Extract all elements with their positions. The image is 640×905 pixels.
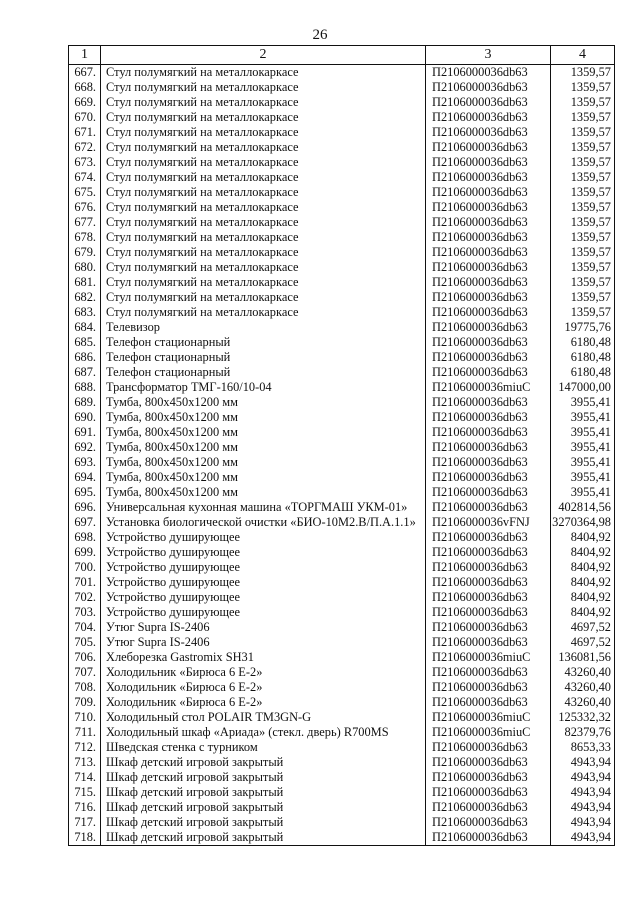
item-code: П2106000036db63 (426, 185, 551, 200)
item-value: 125332,32 (551, 710, 615, 725)
item-code: П2106000036db63 (426, 440, 551, 455)
row-number: 678. (69, 230, 101, 245)
item-value: 4943,94 (551, 755, 615, 770)
item-value: 4943,94 (551, 785, 615, 800)
row-number: 707. (69, 665, 101, 680)
table-row (69, 230, 615, 245)
item-value: 8404,92 (551, 560, 615, 575)
row-number: 696. (69, 500, 101, 515)
item-value: 1359,57 (551, 305, 615, 320)
table-row (69, 635, 615, 650)
item-value: 1359,57 (551, 290, 615, 305)
row-number: 713. (69, 755, 101, 770)
row-number: 708. (69, 680, 101, 695)
item-code: П2106000036db63 (426, 680, 551, 695)
item-code: П2106000036db63 (426, 755, 551, 770)
item-code: П2106000036db63 (426, 365, 551, 380)
table-row (69, 530, 615, 545)
table-row (69, 575, 615, 590)
row-number: 702. (69, 590, 101, 605)
item-value: 1359,57 (551, 140, 615, 155)
item-code: П2106000036db63 (426, 830, 551, 846)
table-row (69, 830, 615, 846)
item-value: 3955,41 (551, 470, 615, 485)
item-name: Тумба, 800x450x1200 мм (101, 395, 426, 410)
item-name: Устройство душирующее (101, 575, 426, 590)
item-code: П2106000036db63 (426, 560, 551, 575)
item-value: 4943,94 (551, 800, 615, 815)
item-code: П2106000036db63 (426, 470, 551, 485)
item-name: Устройство душирующее (101, 560, 426, 575)
item-value: 43260,40 (551, 695, 615, 710)
item-value: 1359,57 (551, 170, 615, 185)
row-number: 680. (69, 260, 101, 275)
table-row (69, 770, 615, 785)
item-value: 147000,00 (551, 380, 615, 395)
table-row (69, 695, 615, 710)
item-name: Тумба, 800x450x1200 мм (101, 470, 426, 485)
table-row (69, 290, 615, 305)
table-row (69, 110, 615, 125)
item-code: П2106000036db63 (426, 230, 551, 245)
item-code: П2106000036db63 (426, 110, 551, 125)
row-number: 698. (69, 530, 101, 545)
item-code: П2106000036db63 (426, 425, 551, 440)
item-value: 82379,76 (551, 725, 615, 740)
row-number: 689. (69, 395, 101, 410)
table-row (69, 155, 615, 170)
item-code: П2106000036db63 (426, 500, 551, 515)
item-code: П2106000036db63 (426, 275, 551, 290)
table-row (69, 275, 615, 290)
item-value: 1359,57 (551, 110, 615, 125)
inventory-table (68, 45, 615, 846)
item-name: Тумба, 800x450x1200 мм (101, 425, 426, 440)
page-number: 26 (312, 27, 328, 43)
row-number: 671. (69, 125, 101, 140)
item-value: 8404,92 (551, 575, 615, 590)
item-code: П2106000036db63 (426, 800, 551, 815)
table-row (69, 650, 615, 665)
table-row (69, 470, 615, 485)
item-name: Тумба, 800x450x1200 мм (101, 455, 426, 470)
item-code: П2106000036db63 (426, 140, 551, 155)
item-name: Утюг Supra IS-2406 (101, 620, 426, 635)
item-name: Телефон стационарный (101, 365, 426, 380)
table-row (69, 665, 615, 680)
item-value: 1359,57 (551, 155, 615, 170)
item-code: П2106000036db63 (426, 170, 551, 185)
item-name: Стул полумягкий на металлокаркасе (101, 305, 426, 320)
row-number: 670. (69, 110, 101, 125)
item-code: П2106000036vFNJ (426, 515, 551, 530)
table-row (69, 455, 615, 470)
table-row (69, 260, 615, 275)
item-name: Стул полумягкий на металлокаркасе (101, 245, 426, 260)
item-name: Стул полумягкий на металлокаркасе (101, 155, 426, 170)
item-value: 1359,57 (551, 215, 615, 230)
item-name: Тумба, 800x450x1200 мм (101, 485, 426, 500)
item-name: Установка биологической очистки «БИО-10М2.В/П.А.1.1» (101, 515, 426, 530)
row-number: 687. (69, 365, 101, 380)
item-name: Стул полумягкий на металлокаркасе (101, 200, 426, 215)
table-row (69, 95, 615, 110)
item-value: 6180,48 (551, 365, 615, 380)
table-row (69, 725, 615, 740)
row-number: 685. (69, 335, 101, 350)
item-code: П2106000036db63 (426, 395, 551, 410)
row-number: 711. (69, 725, 101, 740)
column-header-3: 3 (426, 46, 551, 65)
item-value: 1359,57 (551, 80, 615, 95)
item-name: Стул полумягкий на металлокаркасе (101, 185, 426, 200)
item-value: 136081,56 (551, 650, 615, 665)
item-name: Стул полумягкий на металлокаркасе (101, 125, 426, 140)
row-number: 705. (69, 635, 101, 650)
table-row (69, 125, 615, 140)
table-row (69, 335, 615, 350)
item-name: Телевизор (101, 320, 426, 335)
row-number: 703. (69, 605, 101, 620)
item-value: 1359,57 (551, 125, 615, 140)
item-value: 1359,57 (551, 230, 615, 245)
item-name: Шкаф детский игровой закрытый (101, 830, 426, 846)
item-value: 4943,94 (551, 770, 615, 785)
table-row (69, 380, 615, 395)
item-name: Тумба, 800x450x1200 мм (101, 440, 426, 455)
row-number: 688. (69, 380, 101, 395)
table-row (69, 410, 615, 425)
item-value: 8404,92 (551, 530, 615, 545)
item-value: 1359,57 (551, 95, 615, 110)
item-name: Трансформатор ТМГ-160/10-04 (101, 380, 426, 395)
row-number: 684. (69, 320, 101, 335)
item-value: 3955,41 (551, 425, 615, 440)
item-value: 1359,57 (551, 275, 615, 290)
item-value: 43260,40 (551, 680, 615, 695)
row-number: 697. (69, 515, 101, 530)
table-row (69, 740, 615, 755)
row-number: 690. (69, 410, 101, 425)
item-code: П2106000036db63 (426, 65, 551, 81)
item-value: 3955,41 (551, 395, 615, 410)
item-name: Шкаф детский игровой закрытый (101, 770, 426, 785)
item-value: 43260,40 (551, 665, 615, 680)
item-name: Стул полумягкий на металлокаркасе (101, 110, 426, 125)
item-code: П2106000036db63 (426, 740, 551, 755)
row-number: 681. (69, 275, 101, 290)
row-number: 699. (69, 545, 101, 560)
table-row (69, 425, 615, 440)
table-row (69, 680, 615, 695)
item-value: 6180,48 (551, 350, 615, 365)
item-code: П2106000036db63 (426, 770, 551, 785)
item-name: Стул полумягкий на металлокаркасе (101, 80, 426, 95)
item-code: П2106000036db63 (426, 605, 551, 620)
item-name: Холодильник «Бирюса 6 Е-2» (101, 665, 426, 680)
table-row (69, 815, 615, 830)
item-value: 8653,33 (551, 740, 615, 755)
row-number: 700. (69, 560, 101, 575)
table-row (69, 365, 615, 380)
row-number: 679. (69, 245, 101, 260)
item-value: 3955,41 (551, 485, 615, 500)
row-number: 668. (69, 80, 101, 95)
table-header-row (69, 46, 615, 65)
item-name: Стул полумягкий на металлокаркасе (101, 65, 426, 81)
item-value: 4943,94 (551, 815, 615, 830)
row-number: 669. (69, 95, 101, 110)
item-code: П2106000036db63 (426, 200, 551, 215)
item-name: Утюг Supra IS-2406 (101, 635, 426, 650)
table-row (69, 485, 615, 500)
row-number: 715. (69, 785, 101, 800)
row-number: 694. (69, 470, 101, 485)
table-body (69, 65, 615, 846)
item-value: 1359,57 (551, 245, 615, 260)
item-code: П2106000036db63 (426, 695, 551, 710)
item-code: П2106000036db63 (426, 95, 551, 110)
item-code: П2106000036db63 (426, 575, 551, 590)
row-number: 672. (69, 140, 101, 155)
item-code: П2106000036miuC (426, 725, 551, 740)
table-row (69, 800, 615, 815)
item-name: Стул полумягкий на металлокаркасе (101, 140, 426, 155)
row-number: 701. (69, 575, 101, 590)
row-number: 691. (69, 425, 101, 440)
item-name: Стул полумягкий на металлокаркасе (101, 230, 426, 245)
item-code: П2106000036db63 (426, 815, 551, 830)
table-row (69, 440, 615, 455)
item-name: Стул полумягкий на металлокаркасе (101, 215, 426, 230)
row-number: 710. (69, 710, 101, 725)
table-row (69, 500, 615, 515)
item-name: Холодильный шкаф «Ариада» (стекл. дверь) R700MS (101, 725, 426, 740)
table-row (69, 200, 615, 215)
row-number: 717. (69, 815, 101, 830)
item-name: Устройство душирующее (101, 530, 426, 545)
row-number: 686. (69, 350, 101, 365)
table-row (69, 185, 615, 200)
table-row (69, 140, 615, 155)
item-name: Стул полумягкий на металлокаркасе (101, 290, 426, 305)
item-value: 3955,41 (551, 455, 615, 470)
row-number: 706. (69, 650, 101, 665)
item-code: П2106000036db63 (426, 215, 551, 230)
table-row (69, 350, 615, 365)
item-code: П2106000036db63 (426, 80, 551, 95)
item-name: Телефон стационарный (101, 335, 426, 350)
table-row (69, 80, 615, 95)
item-value: 8404,92 (551, 545, 615, 560)
table-row (69, 215, 615, 230)
item-value: 1359,57 (551, 260, 615, 275)
item-code: П2106000036db63 (426, 290, 551, 305)
row-number: 693. (69, 455, 101, 470)
item-name: Холодильник «Бирюса 6 Е-2» (101, 680, 426, 695)
item-code: П2106000036db63 (426, 305, 551, 320)
item-name: Холодильный стол POLAIR TM3GN-G (101, 710, 426, 725)
item-code: П2106000036db63 (426, 635, 551, 650)
item-code: П2106000036miuC (426, 380, 551, 395)
table-row (69, 170, 615, 185)
row-number: 676. (69, 200, 101, 215)
item-value: 8404,92 (551, 590, 615, 605)
item-name: Шведская стенка с турником (101, 740, 426, 755)
item-code: П2106000036db63 (426, 455, 551, 470)
item-code: П2106000036db63 (426, 485, 551, 500)
row-number: 704. (69, 620, 101, 635)
table-row (69, 785, 615, 800)
column-header-4: 4 (551, 46, 615, 65)
table-row (69, 515, 615, 530)
item-value: 1359,57 (551, 200, 615, 215)
table-row (69, 305, 615, 320)
row-number: 682. (69, 290, 101, 305)
table-row (69, 605, 615, 620)
item-name: Универсальная кухонная машина «ТОРГМАШ УКМ-01» (101, 500, 426, 515)
item-name: Шкаф детский игровой закрытый (101, 815, 426, 830)
table-row (69, 560, 615, 575)
row-number: 714. (69, 770, 101, 785)
item-value: 8404,92 (551, 605, 615, 620)
item-code: П2106000036db63 (426, 665, 551, 680)
table-row (69, 320, 615, 335)
row-number: 692. (69, 440, 101, 455)
column-header-2: 2 (101, 46, 426, 65)
item-name: Шкаф детский игровой закрытый (101, 785, 426, 800)
column-header-1: 1 (69, 46, 101, 65)
item-name: Устройство душирующее (101, 545, 426, 560)
item-value: 3955,41 (551, 440, 615, 455)
table-row (69, 65, 615, 81)
table-row (69, 545, 615, 560)
item-code: П2106000036db63 (426, 125, 551, 140)
table-row (69, 710, 615, 725)
row-number: 712. (69, 740, 101, 755)
item-code: П2106000036db63 (426, 620, 551, 635)
row-number: 695. (69, 485, 101, 500)
item-value: 1359,57 (551, 65, 615, 81)
item-name: Шкаф детский игровой закрытый (101, 755, 426, 770)
row-number: 709. (69, 695, 101, 710)
item-code: П2106000036miuC (426, 710, 551, 725)
item-code: П2106000036db63 (426, 410, 551, 425)
item-code: П2106000036db63 (426, 335, 551, 350)
table-row (69, 395, 615, 410)
row-number: 667. (69, 65, 101, 81)
item-value: 402814,56 (551, 500, 615, 515)
table-row (69, 245, 615, 260)
item-name: Холодильник «Бирюса 6 Е-2» (101, 695, 426, 710)
item-value: 1359,57 (551, 185, 615, 200)
item-code: П2106000036db63 (426, 245, 551, 260)
item-name: Устройство душирующее (101, 605, 426, 620)
item-value: 4943,94 (551, 830, 615, 846)
item-code: П2106000036db63 (426, 530, 551, 545)
table-row (69, 755, 615, 770)
item-name: Стул полумягкий на металлокаркасе (101, 170, 426, 185)
item-value: 4697,52 (551, 635, 615, 650)
item-name: Устройство душирующее (101, 590, 426, 605)
item-code: П2106000036db63 (426, 350, 551, 365)
item-name: Телефон стационарный (101, 350, 426, 365)
item-name: Хлеборезка Gastromix SH31 (101, 650, 426, 665)
row-number: 673. (69, 155, 101, 170)
row-number: 718. (69, 830, 101, 846)
item-name: Тумба, 800x450x1200 мм (101, 410, 426, 425)
item-code: П2106000036db63 (426, 785, 551, 800)
item-code: П2106000036db63 (426, 590, 551, 605)
item-code: П2106000036db63 (426, 320, 551, 335)
item-value: 19775,76 (551, 320, 615, 335)
item-code: П2106000036db63 (426, 260, 551, 275)
item-value: 6180,48 (551, 335, 615, 350)
row-number: 677. (69, 215, 101, 230)
item-code: П2106000036db63 (426, 155, 551, 170)
item-name: Стул полумягкий на металлокаркасе (101, 95, 426, 110)
table-row (69, 620, 615, 635)
item-code: П2106000036miuC (426, 650, 551, 665)
item-name: Стул полумягкий на металлокаркасе (101, 260, 426, 275)
item-name: Стул полумягкий на металлокаркасе (101, 275, 426, 290)
row-number: 674. (69, 170, 101, 185)
row-number: 716. (69, 800, 101, 815)
item-value: 3270364,98 (551, 515, 615, 530)
item-code: П2106000036db63 (426, 545, 551, 560)
row-number: 683. (69, 305, 101, 320)
row-number: 675. (69, 185, 101, 200)
item-value: 4697,52 (551, 620, 615, 635)
table-row (69, 590, 615, 605)
item-name: Шкаф детский игровой закрытый (101, 800, 426, 815)
item-value: 3955,41 (551, 410, 615, 425)
